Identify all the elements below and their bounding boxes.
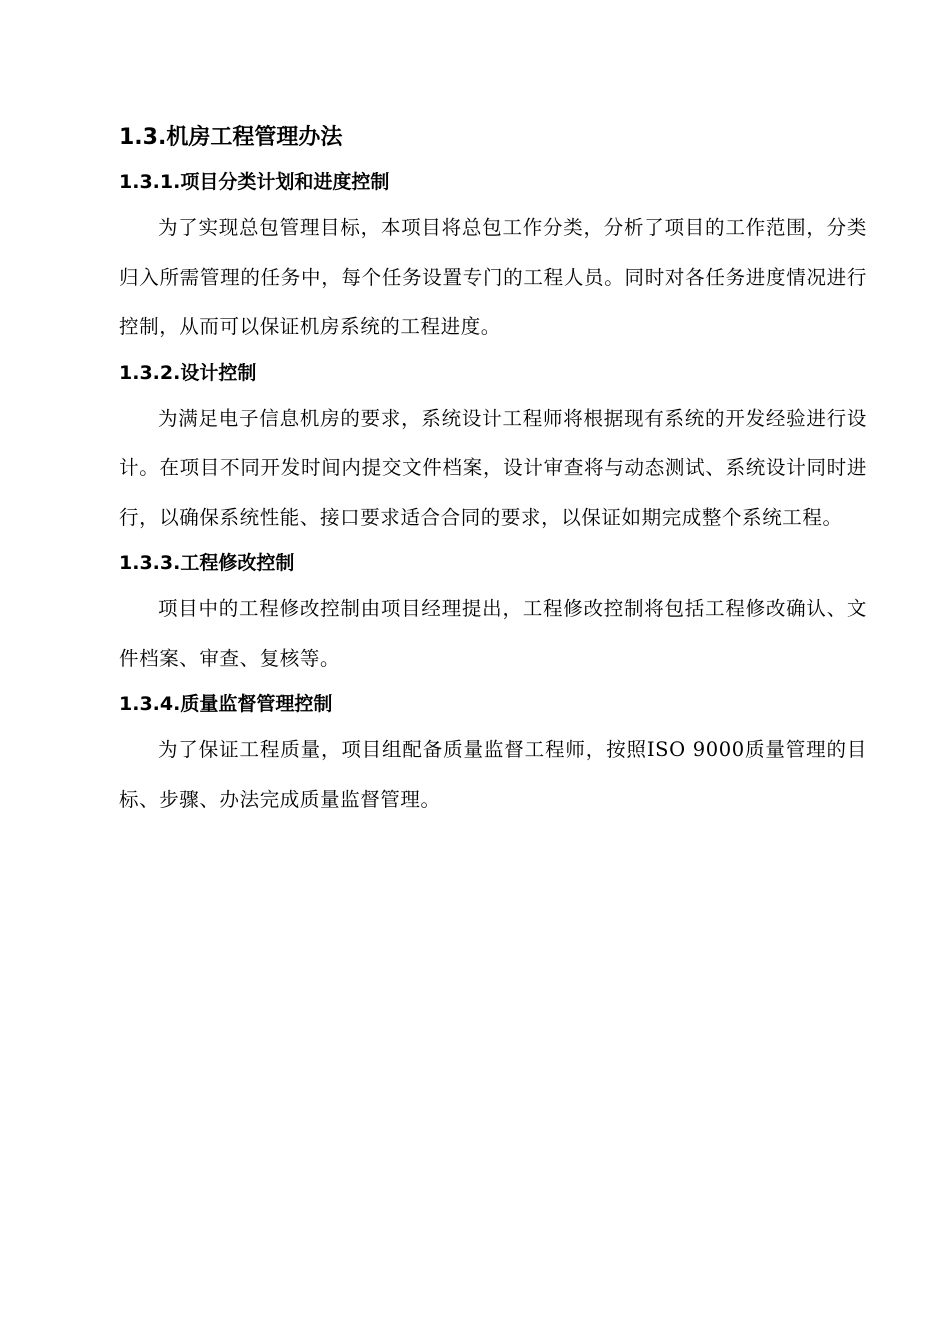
subsection-heading: 1.3.3.工程修改控制 <box>119 552 295 574</box>
subsection-heading: 1.3.2.设计控制 <box>119 361 257 384</box>
document-content <box>119 118 867 825</box>
subsection-1 <box>119 162 867 352</box>
subsection-3 <box>119 543 867 683</box>
subsection-paragraph: 项目中的工程修改控制由项目经理提出，工程修改控制将包括工程修改确认、文件档案、审查、复核等。 <box>119 597 867 670</box>
subsection-heading: 1.3.1.项目分类计划和进度控制 <box>119 171 390 193</box>
subsection-4 <box>119 684 867 824</box>
subsection-paragraph: 为了保证工程质量，项目组配备质量监督工程师，按照ISO 9000质量管理的目标、步骤、办法完成质量监督管理。 <box>119 738 867 811</box>
subsection-paragraph: 为了实现总包管理目标，本项目将总包工作分类，分析了项目的工作范围，分类归入所需管理的任务中，每个任务设置专门的工程人员。同时对各任务进度情况进行控制，从而可以保证机房系统的工程进度。 <box>119 216 867 338</box>
section-title: 1.3.机房工程管理办法 <box>119 125 343 150</box>
subsection-paragraph: 为满足电子信息机房的要求，系统设计工程师将根据现有系统的开发经验进行设计。在项目不同开发时间内提交文件档案，设计审查将与动态测试、系统设计同时进行，以确保系统性能、接口要求适合合同的要求，以保证如期完成整个系统工程。 <box>119 406 867 529</box>
subsection-2 <box>119 353 867 543</box>
subsection-heading: 1.3.4.质量监督管理控制 <box>119 693 333 715</box>
